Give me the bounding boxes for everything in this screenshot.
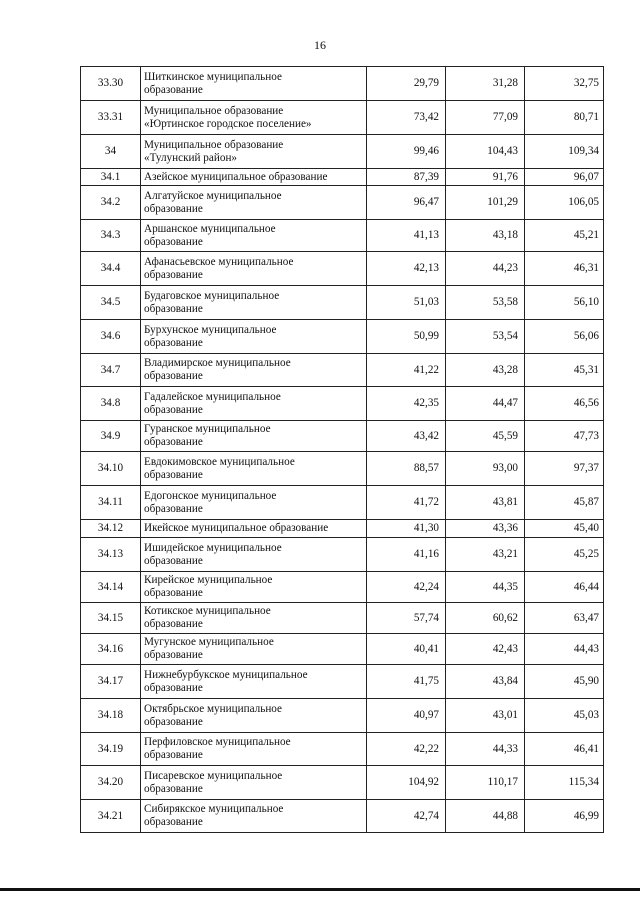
row-number-cell: 34.16 <box>81 634 141 665</box>
value-cell-3: 46,41 <box>525 733 604 766</box>
municipality-name-cell <box>141 800 367 833</box>
value-cell-1: 41,22 <box>367 354 446 387</box>
value-cell-3: 45,40 <box>525 520 604 538</box>
value-cell-3: 56,06 <box>525 320 604 354</box>
value-cell-1: 104,92 <box>367 766 446 800</box>
municipality-name-line: Афанасьевское муниципальное <box>144 255 294 268</box>
value-cell-3: 47,73 <box>525 421 604 452</box>
municipality-name-line: Сибирякское муниципальное <box>144 803 284 815</box>
table-row <box>81 135 604 169</box>
value-cell-2: 44,88 <box>446 800 525 833</box>
table-row <box>81 320 604 354</box>
value-cell-2: 110,17 <box>446 766 525 800</box>
row-number-cell: 34.20 <box>81 766 141 800</box>
value-cell-1: 50,99 <box>367 320 446 354</box>
value-cell-1: 51,03 <box>367 286 446 320</box>
value-cell-1: 42,22 <box>367 733 446 766</box>
table-row <box>81 252 604 286</box>
value-cell-3: 46,31 <box>525 252 604 286</box>
value-cell-2: 43,21 <box>446 538 525 572</box>
value-cell-2: 43,01 <box>446 699 525 733</box>
row-number-cell: 34.14 <box>81 572 141 603</box>
municipality-name-cell <box>141 699 367 733</box>
value-cell-3: 46,44 <box>525 572 604 603</box>
table-row <box>81 634 604 665</box>
municipality-name-line: образование <box>144 649 203 661</box>
municipality-name-line: Икейское муниципальное образование <box>144 522 329 534</box>
municipality-name-line: образование <box>144 336 203 349</box>
table-row <box>81 354 604 387</box>
value-cell-3: 45,87 <box>525 486 604 520</box>
table-row <box>81 220 604 252</box>
row-number-cell: 34.18 <box>81 699 141 733</box>
row-number-cell: 34.8 <box>81 387 141 421</box>
table-row <box>81 186 604 220</box>
row-number-cell: 34.15 <box>81 603 141 634</box>
table-row <box>81 800 604 833</box>
municipality-name-line: образование <box>144 370 203 382</box>
municipality-name-cell <box>141 286 367 320</box>
municipality-name-cell <box>141 538 367 572</box>
value-cell-1: 87,39 <box>367 169 446 186</box>
municipality-name-line: образование <box>144 618 203 630</box>
municipality-name-line: образование <box>144 202 203 215</box>
municipality-name-line: образование <box>144 782 203 795</box>
table-row <box>81 572 604 603</box>
row-number-cell: 34.5 <box>81 286 141 320</box>
value-cell-3: 96,07 <box>525 169 604 186</box>
table-row <box>81 665 604 699</box>
value-cell-1: 88,57 <box>367 452 446 486</box>
municipality-name-line: образование <box>144 403 203 416</box>
row-number-cell: 34.9 <box>81 421 141 452</box>
value-cell-1: 41,72 <box>367 486 446 520</box>
municipality-name-line: Гадалейское муниципальное <box>144 390 281 403</box>
value-cell-2: 53,54 <box>446 320 525 354</box>
municipality-name-cell <box>141 665 367 699</box>
value-cell-1: 57,74 <box>367 603 446 634</box>
value-cell-3: 44,43 <box>525 634 604 665</box>
municipality-name-cell <box>141 354 367 387</box>
value-cell-2: 91,76 <box>446 169 525 186</box>
value-cell-1: 41,13 <box>367 220 446 252</box>
municipality-name-line: Шиткинское муниципальное <box>144 70 282 83</box>
value-cell-2: 93,00 <box>446 452 525 486</box>
row-number-cell: 34.1 <box>81 169 141 186</box>
municipality-name-line: образование <box>144 436 203 448</box>
municipality-name-line: Нижнебурбукское муниципальное <box>144 668 308 681</box>
value-cell-3: 46,99 <box>525 800 604 833</box>
table-row <box>81 169 604 186</box>
value-cell-2: 42,43 <box>446 634 525 665</box>
row-number-cell: 34.17 <box>81 665 141 699</box>
municipality-name-cell <box>141 67 367 101</box>
row-number-cell: 34.7 <box>81 354 141 387</box>
value-cell-2: 31,28 <box>446 67 525 101</box>
municipality-name-cell <box>141 520 367 538</box>
municipality-name-cell <box>141 486 367 520</box>
municipality-name-line: образование <box>144 749 203 761</box>
value-cell-3: 109,34 <box>525 135 604 169</box>
table-row <box>81 421 604 452</box>
table-row <box>81 733 604 766</box>
value-cell-2: 43,81 <box>446 486 525 520</box>
municipality-name-line: Котикское муниципальное <box>144 605 271 617</box>
page-bottom-rule <box>0 888 640 891</box>
value-cell-1: 41,30 <box>367 520 446 538</box>
municipality-name-cell <box>141 421 367 452</box>
value-cell-2: 104,43 <box>446 135 525 169</box>
municipality-name-cell <box>141 634 367 665</box>
value-cell-1: 42,13 <box>367 252 446 286</box>
municipality-name-line: образование <box>144 816 203 828</box>
value-cell-2: 44,33 <box>446 733 525 766</box>
row-number-cell: 34.10 <box>81 452 141 486</box>
municipality-name-line: образование <box>144 715 203 728</box>
value-cell-3: 45,21 <box>525 220 604 252</box>
table-row <box>81 286 604 320</box>
municipality-name-line: «Тулунский район» <box>144 151 238 164</box>
value-cell-2: 43,28 <box>446 354 525 387</box>
value-cell-1: 96,47 <box>367 186 446 220</box>
value-cell-1: 42,35 <box>367 387 446 421</box>
municipality-name-cell <box>141 135 367 169</box>
value-cell-3: 80,71 <box>525 101 604 135</box>
row-number-cell: 34.13 <box>81 538 141 572</box>
table-row <box>81 766 604 800</box>
municipality-name-cell <box>141 572 367 603</box>
value-cell-1: 43,42 <box>367 421 446 452</box>
value-cell-2: 101,29 <box>446 186 525 220</box>
row-number-cell: 34.19 <box>81 733 141 766</box>
row-number-cell: 34.3 <box>81 220 141 252</box>
municipality-name-cell <box>141 766 367 800</box>
municipality-name-line: Писаревское муниципальное <box>144 769 283 782</box>
table-row <box>81 67 604 101</box>
table-row <box>81 452 604 486</box>
municipality-name-line: образование <box>144 468 203 481</box>
table-row <box>81 538 604 572</box>
row-number-cell: 34 <box>81 135 141 169</box>
municipality-name-line: Ишидейское муниципальное <box>144 541 282 554</box>
municipality-name-line: Муниципальное образование <box>144 138 284 151</box>
table-row <box>81 603 604 634</box>
value-cell-1: 29,79 <box>367 67 446 101</box>
municipality-name-line: образование <box>144 302 203 315</box>
municipality-name-line: Алгатуйское муниципальное <box>144 189 282 202</box>
value-cell-2: 43,84 <box>446 665 525 699</box>
value-cell-1: 73,42 <box>367 101 446 135</box>
value-cell-3: 45,03 <box>525 699 604 733</box>
value-cell-3: 56,10 <box>525 286 604 320</box>
row-number-cell: 34.11 <box>81 486 141 520</box>
value-cell-3: 63,47 <box>525 603 604 634</box>
municipality-name-line: Евдокимовское муниципальное <box>144 455 295 468</box>
row-number-cell: 34.2 <box>81 186 141 220</box>
municipality-name-cell <box>141 186 367 220</box>
value-cell-2: 77,09 <box>446 101 525 135</box>
municipality-name-cell <box>141 320 367 354</box>
tariff-table <box>80 66 604 833</box>
value-cell-1: 40,97 <box>367 699 446 733</box>
municipality-name-cell <box>141 220 367 252</box>
municipality-name-line: Кирейское муниципальное <box>144 574 273 586</box>
value-cell-3: 106,05 <box>525 186 604 220</box>
row-number-cell: 33.31 <box>81 101 141 135</box>
municipality-name-line: образование <box>144 235 203 248</box>
value-cell-1: 40,41 <box>367 634 446 665</box>
row-number-cell: 34.4 <box>81 252 141 286</box>
municipality-name-line: образование <box>144 268 203 281</box>
value-cell-2: 43,36 <box>446 520 525 538</box>
municipality-name-line: Едогонское муниципальное <box>144 489 277 502</box>
row-number-cell: 33.30 <box>81 67 141 101</box>
value-cell-3: 46,56 <box>525 387 604 421</box>
municipality-name-line: Гуранское муниципальное <box>144 423 271 435</box>
municipality-name-line: Аршанское муниципальное <box>144 222 276 235</box>
table-row <box>81 101 604 135</box>
municipality-name-line: образование <box>144 83 203 96</box>
municipality-name-line: Октябрьское муниципальное <box>144 702 283 715</box>
value-cell-2: 43,18 <box>446 220 525 252</box>
municipality-name-cell <box>141 101 367 135</box>
value-cell-3: 45,31 <box>525 354 604 387</box>
municipality-name-cell <box>141 252 367 286</box>
table-row <box>81 486 604 520</box>
value-cell-3: 32,75 <box>525 67 604 101</box>
municipality-name-line: Азейское муниципальное образование <box>144 170 328 183</box>
municipality-name-cell <box>141 733 367 766</box>
value-cell-1: 42,74 <box>367 800 446 833</box>
value-cell-1: 41,75 <box>367 665 446 699</box>
municipality-name-line: Владимирское муниципальное <box>144 357 291 369</box>
municipality-name-line: «Юртинское городское поселение» <box>144 117 312 130</box>
municipality-name-cell <box>141 169 367 186</box>
value-cell-2: 53,58 <box>446 286 525 320</box>
municipality-name-line: Будаговское муниципальное <box>144 289 280 302</box>
municipality-name-cell <box>141 387 367 421</box>
table-body <box>81 67 604 833</box>
municipality-name-line: Бурхунское муниципальное <box>144 323 277 336</box>
value-cell-3: 45,25 <box>525 538 604 572</box>
table-row <box>81 387 604 421</box>
row-number-cell: 34.12 <box>81 520 141 538</box>
value-cell-2: 60,62 <box>446 603 525 634</box>
municipality-name-cell <box>141 603 367 634</box>
municipality-name-line: образование <box>144 681 203 694</box>
value-cell-2: 44,35 <box>446 572 525 603</box>
value-cell-3: 45,90 <box>525 665 604 699</box>
row-number-cell: 34.21 <box>81 800 141 833</box>
page-number: 16 <box>314 38 326 52</box>
table-row <box>81 520 604 538</box>
value-cell-3: 97,37 <box>525 452 604 486</box>
value-cell-2: 44,23 <box>446 252 525 286</box>
value-cell-1: 99,46 <box>367 135 446 169</box>
municipality-name-line: Перфиловское муниципальное <box>144 736 291 748</box>
value-cell-2: 44,47 <box>446 387 525 421</box>
municipality-name-line: Муниципальное образование <box>144 104 284 117</box>
municipality-name-line: Мугунское муниципальное <box>144 636 274 648</box>
municipality-name-cell <box>141 452 367 486</box>
value-cell-2: 45,59 <box>446 421 525 452</box>
municipality-name-line: образование <box>144 554 203 567</box>
value-cell-3: 115,34 <box>525 766 604 800</box>
municipality-name-line: образование <box>144 587 203 599</box>
value-cell-1: 41,16 <box>367 538 446 572</box>
table-row <box>81 699 604 733</box>
row-number-cell: 34.6 <box>81 320 141 354</box>
value-cell-1: 42,24 <box>367 572 446 603</box>
municipality-name-line: образование <box>144 502 203 515</box>
